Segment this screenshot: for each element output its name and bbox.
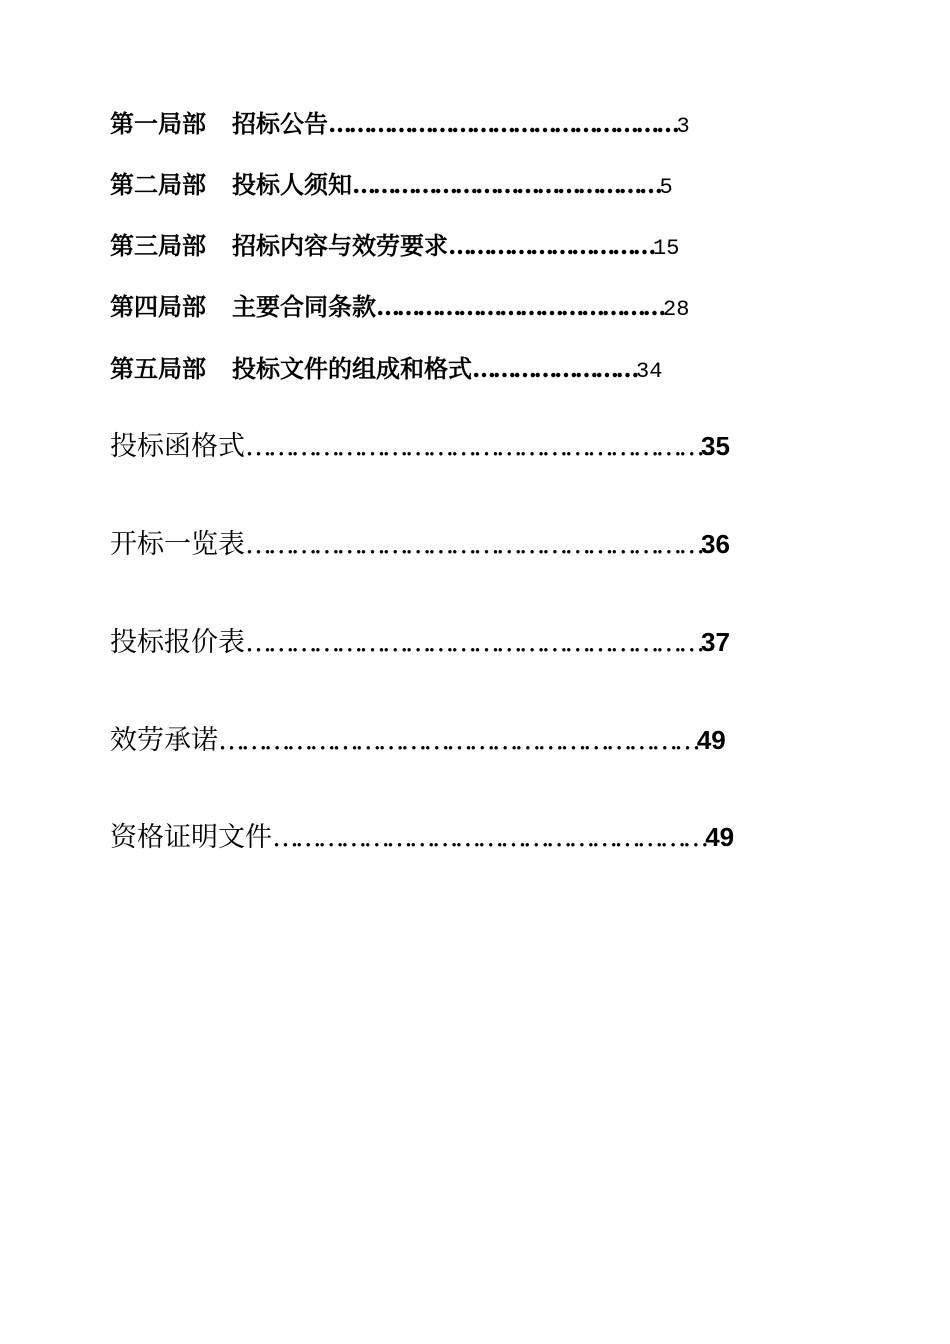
- toc-section-2[interactable]: [110, 531, 730, 558]
- page-number: 3: [676, 114, 690, 139]
- chapter-title: 主要合同条款: [232, 292, 376, 321]
- chapter-title: 投标文件的组成和格式: [232, 354, 472, 383]
- chapter-title: 招标公告: [232, 109, 328, 138]
- page-number: 5: [659, 175, 673, 200]
- page-number: 35: [701, 431, 730, 461]
- page-number: 15: [653, 236, 680, 261]
- toc-chapter-4[interactable]: [110, 292, 690, 322]
- chapter-number: 第一局部: [110, 109, 206, 138]
- toc-section-4[interactable]: [110, 727, 726, 754]
- dot-leader: ……………………………………………………: [245, 529, 702, 560]
- toc-section-3[interactable]: [110, 629, 730, 656]
- page-number: 49: [705, 822, 735, 852]
- page-number: 28: [663, 297, 690, 322]
- section-title: 投标报价表: [110, 627, 245, 658]
- chapter-number: 第五局部: [110, 354, 206, 383]
- page-number: 36: [701, 529, 730, 559]
- section-title: 资格证明文件: [110, 822, 272, 853]
- section-title: 效劳承诺: [110, 725, 218, 756]
- chapter-title: 投标人须知: [232, 170, 352, 199]
- chapter-number: 第四局部: [110, 292, 206, 321]
- chapter-number: 第二局部: [110, 170, 206, 199]
- page-number: 37: [701, 627, 730, 657]
- chapter-title: 招标内容与效劳要求: [232, 231, 448, 260]
- dot-leader: …………………………………………………: [272, 822, 706, 853]
- toc-chapter-3[interactable]: [110, 231, 680, 261]
- toc-section-1[interactable]: [110, 433, 730, 460]
- section-title: 开标一览表: [110, 529, 245, 560]
- dot-leader: ……………………………………………………: [245, 627, 702, 658]
- dot-leader: ……………………………………: [376, 292, 663, 321]
- dot-leader: ……………………………………………………: [245, 431, 702, 462]
- dot-leader: ………………………………………: [352, 170, 660, 199]
- dot-leader: ………………………………………………………: [218, 725, 697, 756]
- page-number: 49: [696, 725, 726, 755]
- toc-chapter-2[interactable]: [110, 170, 673, 200]
- dot-leader: ……………………: [472, 354, 636, 383]
- toc-section-5[interactable]: [110, 824, 734, 851]
- dot-leader: ……………………………………………: [328, 109, 677, 138]
- chapter-number: 第三局部: [110, 231, 206, 260]
- section-title: 投标函格式: [110, 431, 245, 462]
- toc-chapter-1[interactable]: [110, 109, 690, 139]
- dot-leader: …………………………: [448, 231, 653, 260]
- toc-chapter-5[interactable]: [110, 354, 663, 384]
- page-number: 34: [636, 359, 663, 384]
